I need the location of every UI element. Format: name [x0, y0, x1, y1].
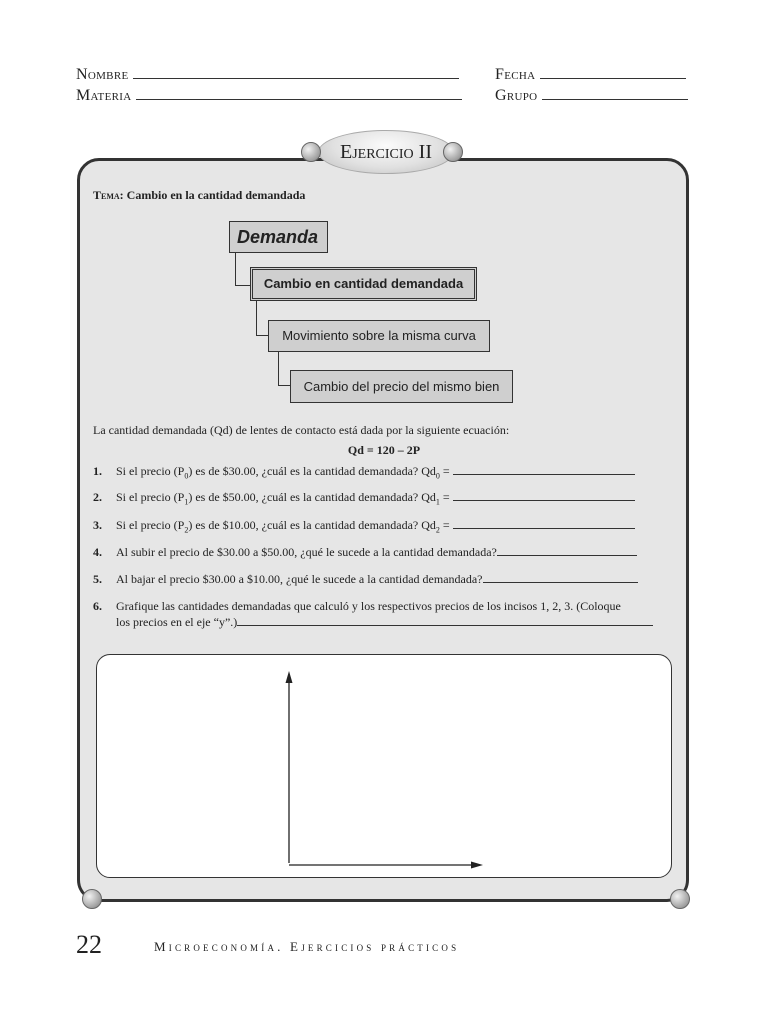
materia-field[interactable] [136, 87, 462, 100]
price-subscript: 0 [184, 471, 189, 481]
answer-1-field[interactable] [453, 464, 635, 475]
question-number: 4. [93, 545, 102, 559]
question-text-part: Al subir el precio de $30.00 a $50.00, ¿qué le sucede a la cantidad demandada? [116, 545, 497, 559]
diagram-connector [235, 253, 236, 286]
fecha-label: Fecha [495, 66, 536, 83]
diagram-root-box [229, 221, 328, 253]
qd-subscript: 1 [435, 497, 440, 507]
question-text [116, 599, 664, 613]
diagram-level1-box [250, 267, 477, 301]
grupo-label: Grupo [495, 87, 538, 104]
question-text-part: ) es de $50.00, ¿cuál es la cantidad demandada? Qd [188, 490, 436, 504]
equals-sign: = [439, 464, 453, 478]
diagram-connector [278, 352, 279, 386]
diagram-connector [235, 285, 251, 286]
answer-5-field[interactable] [483, 572, 638, 583]
question-text [116, 572, 638, 586]
page-number: 22 [76, 930, 102, 959]
empty-axes [97, 655, 671, 877]
question-text [116, 615, 653, 629]
exercise-title: Ejercicio II [340, 141, 432, 163]
diagram-level2-label: Movimiento sobre la misma curva [282, 328, 476, 343]
diagram-level2-box [268, 320, 490, 352]
qd-subscript: 2 [435, 525, 440, 535]
materia-row [76, 87, 462, 105]
nombre-row [76, 66, 459, 84]
diagram-root-label: Demanda [237, 227, 319, 247]
question-text [116, 464, 635, 483]
question-number: 1. [93, 464, 102, 478]
grupo-field[interactable] [542, 87, 688, 100]
qd-subscript: 0 [435, 471, 440, 481]
x-axis-arrow-icon [471, 862, 483, 869]
question-text-part: ) es de $10.00, ¿cuál es la cantidad demandada? Qd [188, 518, 436, 532]
y-axis-arrow-icon [286, 671, 293, 683]
question-text-part: Al bajar el precio $30.00 a $10.00, ¿qué le sucede a la cantidad demandada? [116, 572, 483, 586]
equals-sign: = [439, 518, 453, 532]
diagram-level1-label: Cambio en cantidad demandada [263, 276, 464, 291]
tema-label: Tema: [93, 188, 124, 202]
grupo-row [495, 87, 688, 105]
question-number: 5. [93, 572, 102, 586]
question-text-part: Si el precio (P [116, 490, 185, 504]
exercise-title-banner [318, 130, 454, 174]
intro-text: La cantidad demandada (Qd) de lentes de contacto está dada por la siguiente ecuación: [93, 423, 510, 437]
tema-text: Cambio en la cantidad demandada [126, 188, 306, 202]
tema-line [93, 188, 305, 202]
equals-sign: = [439, 490, 453, 504]
price-subscript: 1 [184, 497, 189, 507]
question-text [116, 518, 635, 537]
question-text-part: ) es de $30.00, ¿cuál es la cantidad demandada? Qd [188, 464, 436, 478]
nombre-label: Nombre [76, 66, 129, 83]
question-text-part: los precios en el eje “y”.) [116, 615, 238, 629]
bolt-icon [82, 889, 102, 909]
diagram-level3-label: Cambio del precio del mismo bien [303, 379, 500, 394]
question-number: 2. [93, 490, 102, 504]
question-text-part: Grafique las cantidades demandadas que calculó y los respectivos precios de los incisos 1, 2, 3. (Coloque [116, 599, 621, 613]
bolt-icon [670, 889, 690, 909]
question-text [116, 545, 637, 559]
nombre-field[interactable] [133, 66, 459, 79]
answer-2-field[interactable] [453, 490, 635, 501]
materia-label: Materia [76, 87, 132, 104]
fecha-field[interactable] [540, 66, 686, 79]
equation: Qd = 120 – 2P [347, 443, 421, 457]
diagram-level3-box [290, 370, 513, 403]
answer-3-field[interactable] [453, 518, 635, 529]
question-text-part: Si el precio (P [116, 518, 185, 532]
answer-6-field[interactable] [237, 615, 653, 626]
graph-area[interactable] [96, 654, 672, 878]
book-title: Microeconomía. Ejercicios prácticos [154, 939, 460, 954]
answer-4-field[interactable] [497, 545, 637, 556]
bolt-icon [301, 142, 321, 162]
question-text-part: Si el precio (P [116, 464, 185, 478]
question-number: 3. [93, 518, 102, 532]
fecha-row [495, 66, 686, 84]
diagram-connector [256, 301, 257, 336]
question-text [116, 490, 635, 509]
question-number: 6. [93, 599, 102, 613]
bolt-icon [443, 142, 463, 162]
price-subscript: 2 [184, 525, 189, 535]
